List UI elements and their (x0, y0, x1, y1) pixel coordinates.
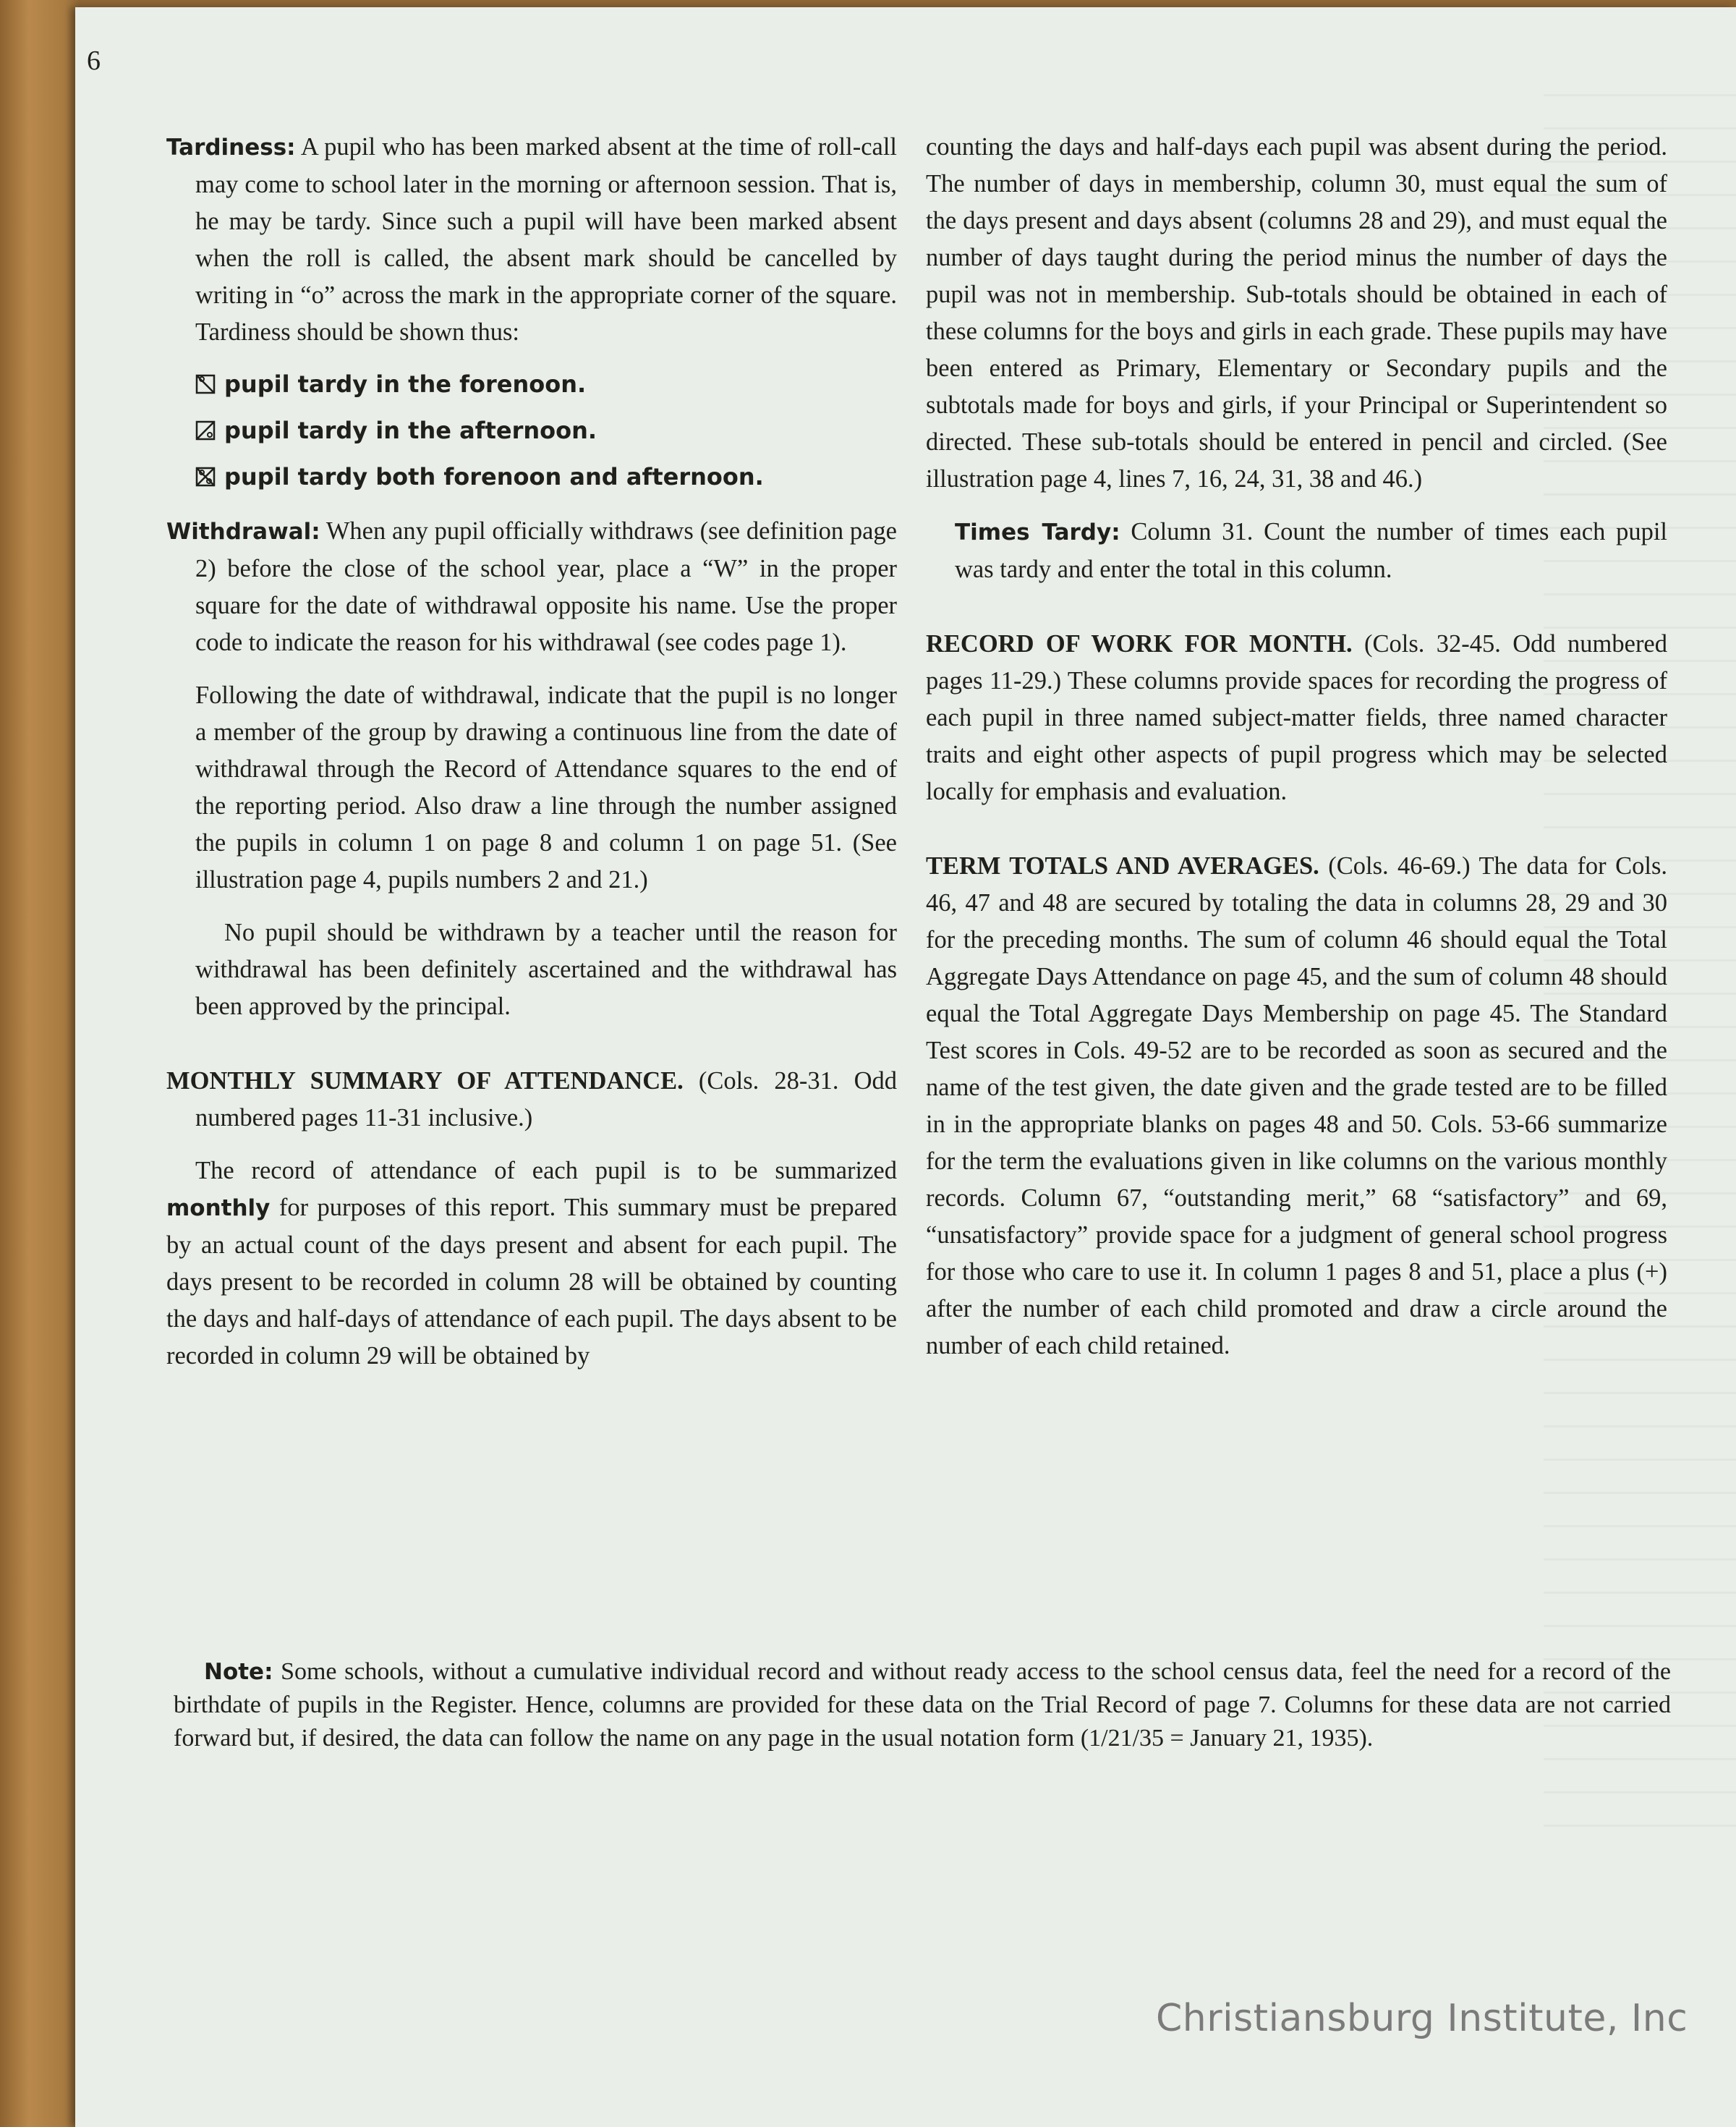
monthly-summary-text-after: for purposes of this report. This summary must be prepared by an actual count of the days present and absent for each pupil. The days present to be recorded in column 28 will be obtained by counting the days and half-days of attendance of each pupil. The days absent to be recorded in column 29 will be obtained by (166, 1194, 897, 1370)
note-text: Some schools, without a cumulative individual record and without ready access to the school census data, feel the need for a record of the birthdate of pupils in the Register. Hence, columns are provided for these data on the Trial Record of page 7. Columns for these data are not carried forward but, if desired, the data can follow the name on any page in the usual notation form (1/21/35 = January 21, 1935). (174, 1658, 1671, 1752)
tardiness-paragraph (166, 129, 897, 351)
monthly-summary-paragraph (166, 1063, 897, 1137)
tardy-examples (195, 367, 897, 494)
withdrawal-heading: Withdrawal: (166, 519, 320, 545)
watermark: Christiansburg Institute, Inc (1156, 1997, 1688, 2040)
tardy-example-label: pupil tardy both forenoon and afternoon. (224, 463, 764, 491)
record-of-work-paragraph (926, 626, 1667, 810)
tardy-both-icon (195, 467, 216, 487)
page-number: 6 (87, 46, 101, 76)
tardy-example-forenoon (195, 367, 897, 402)
times-tardy-paragraph (926, 514, 1667, 588)
monthly-emphasis: monthly (166, 1195, 271, 1221)
left-column (166, 129, 897, 1391)
section-spacer (926, 604, 1667, 626)
record-of-work-text: (Cols. 32-45. Odd numbered pages 11-29.) These columns provide spaces for recording the progress of each pupil in three named subject-matter fields, three named character traits and eight other aspects of pupil progress which may be selected locally for emphasis and evaluation. (926, 630, 1667, 805)
tardiness-heading: Tardiness: (166, 135, 296, 161)
withdrawal-paragraph-2: Following the date of withdrawal, indicate that the pupil is no longer a member of the group by drawing a continuous line from the date of withdrawal through the Record of Attendance squares to the end of the reporting period. Also draw a line through the number assigned the pupils in column 1 on page 8 and column 1 on page 51. (See illustration page 4, pupils numbers 2 and 21.) (195, 682, 897, 893)
monthly-summary-text-before: The record of attendance of each pupil is to be summarized (195, 1157, 897, 1184)
times-tardy-text: Column 31. Count the number of times each pupil was tardy and enter the total in this column. (955, 518, 1667, 583)
times-tardy-heading: Times Tardy: (955, 519, 1120, 545)
monthly-summary-body (166, 1152, 897, 1375)
tardy-example-afternoon (195, 413, 897, 448)
right-column (926, 129, 1667, 1380)
note-heading: Note: (204, 1659, 273, 1685)
tardy-example-label: pupil tardy in the afternoon. (224, 417, 597, 444)
attendance-continuation: counting the days and half-days each pupil was absent during the period. The number of days in membership, column 30, must equal the sum of the days present and days absent (columns 28 and 29), and must equal the number of days taught during the period minus the number of days the pupil was not in membership. Sub-totals should be obtained in each of these columns for the boys and girls in each grade. These pupils may have been entered as Primary, Elementary or Secondary pupils and the subtotals made for boys and girls, if your Principal or Superintendent so directed. These sub-totals should be entered in pencil and circled. (See illustration page 4, lines 7, 16, 24, 31, 38 and 46.) (926, 133, 1667, 493)
term-totals-paragraph (926, 848, 1667, 1364)
withdrawal-text: When any pupil officially withdraws (see definition page 2) before the close of the school year, place a “W” in the proper square for the date of withdrawal opposite his name. Use the proper code to indicate the reason for his withdrawal (see codes page 1). (195, 517, 897, 656)
tardy-example-label: pupil tardy in the forenoon. (224, 370, 587, 398)
withdrawal-paragraph-3: No pupil should be withdrawn by a teacher until the reason for withdrawal has been definitely ascertained and the withdrawal has been approved by the principal. (195, 919, 897, 1020)
tardy-example-both (195, 459, 897, 494)
note-paragraph (174, 1655, 1671, 1755)
section-spacer (166, 1041, 897, 1063)
withdrawal-paragraph (166, 513, 897, 661)
monthly-summary-heading: MONTHLY SUMMARY OF ATTENDANCE. (166, 1067, 684, 1095)
term-totals-heading: TERM TOTALS AND AVERAGES. (926, 852, 1319, 880)
tardy-afternoon-icon (195, 420, 216, 441)
tardy-forenoon-icon (195, 374, 216, 394)
term-totals-text: (Cols. 46-69.) The data for Cols. 46, 47 and 48 are secured by totaling the data in columns 28, 29 and 30 for the preceding months. The sum of column 46 should equal the Total Aggregate Days Attendance on page 45, and the sum of column 48 should equal the Total Aggregate Days Membership on page 45. The Standard Test scores in Cols. 49-52 are to be recorded as soon as secured and the name of the test given, the date given and the grade tested are to be filled in in the appropriate blanks on pages 48 and 50. Cols. 53-66 summarize for the term the evaluations given in like columns on the various monthly records. Column 67, “outstanding merit,” 68 “satisfactory” and 69, “unsatisfactory” provide space for a judgment of general school progress for those who care to use it. In column 1 pages 8 and 51, place a plus (+) after the number of each child promoted and draw a circle around the number of each child retained. (926, 852, 1667, 1359)
tardiness-text: A pupil who has been marked absent at the time of roll-call may come to school later in the morning or afternoon session. That is, he may be tardy. Since such a pupil will have been marked absent when the roll is called, the absent mark should be cancelled by writing in “o” across the mark in the appropriate corner of the square. Tardiness should be shown thus: (195, 133, 897, 346)
section-spacer (926, 826, 1667, 848)
record-of-work-heading: RECORD OF WORK FOR MONTH. (926, 630, 1353, 658)
monthly-summary-subhead: (Cols. 28-31. Odd numbered pages 11-31 inclusive.) (195, 1067, 897, 1132)
